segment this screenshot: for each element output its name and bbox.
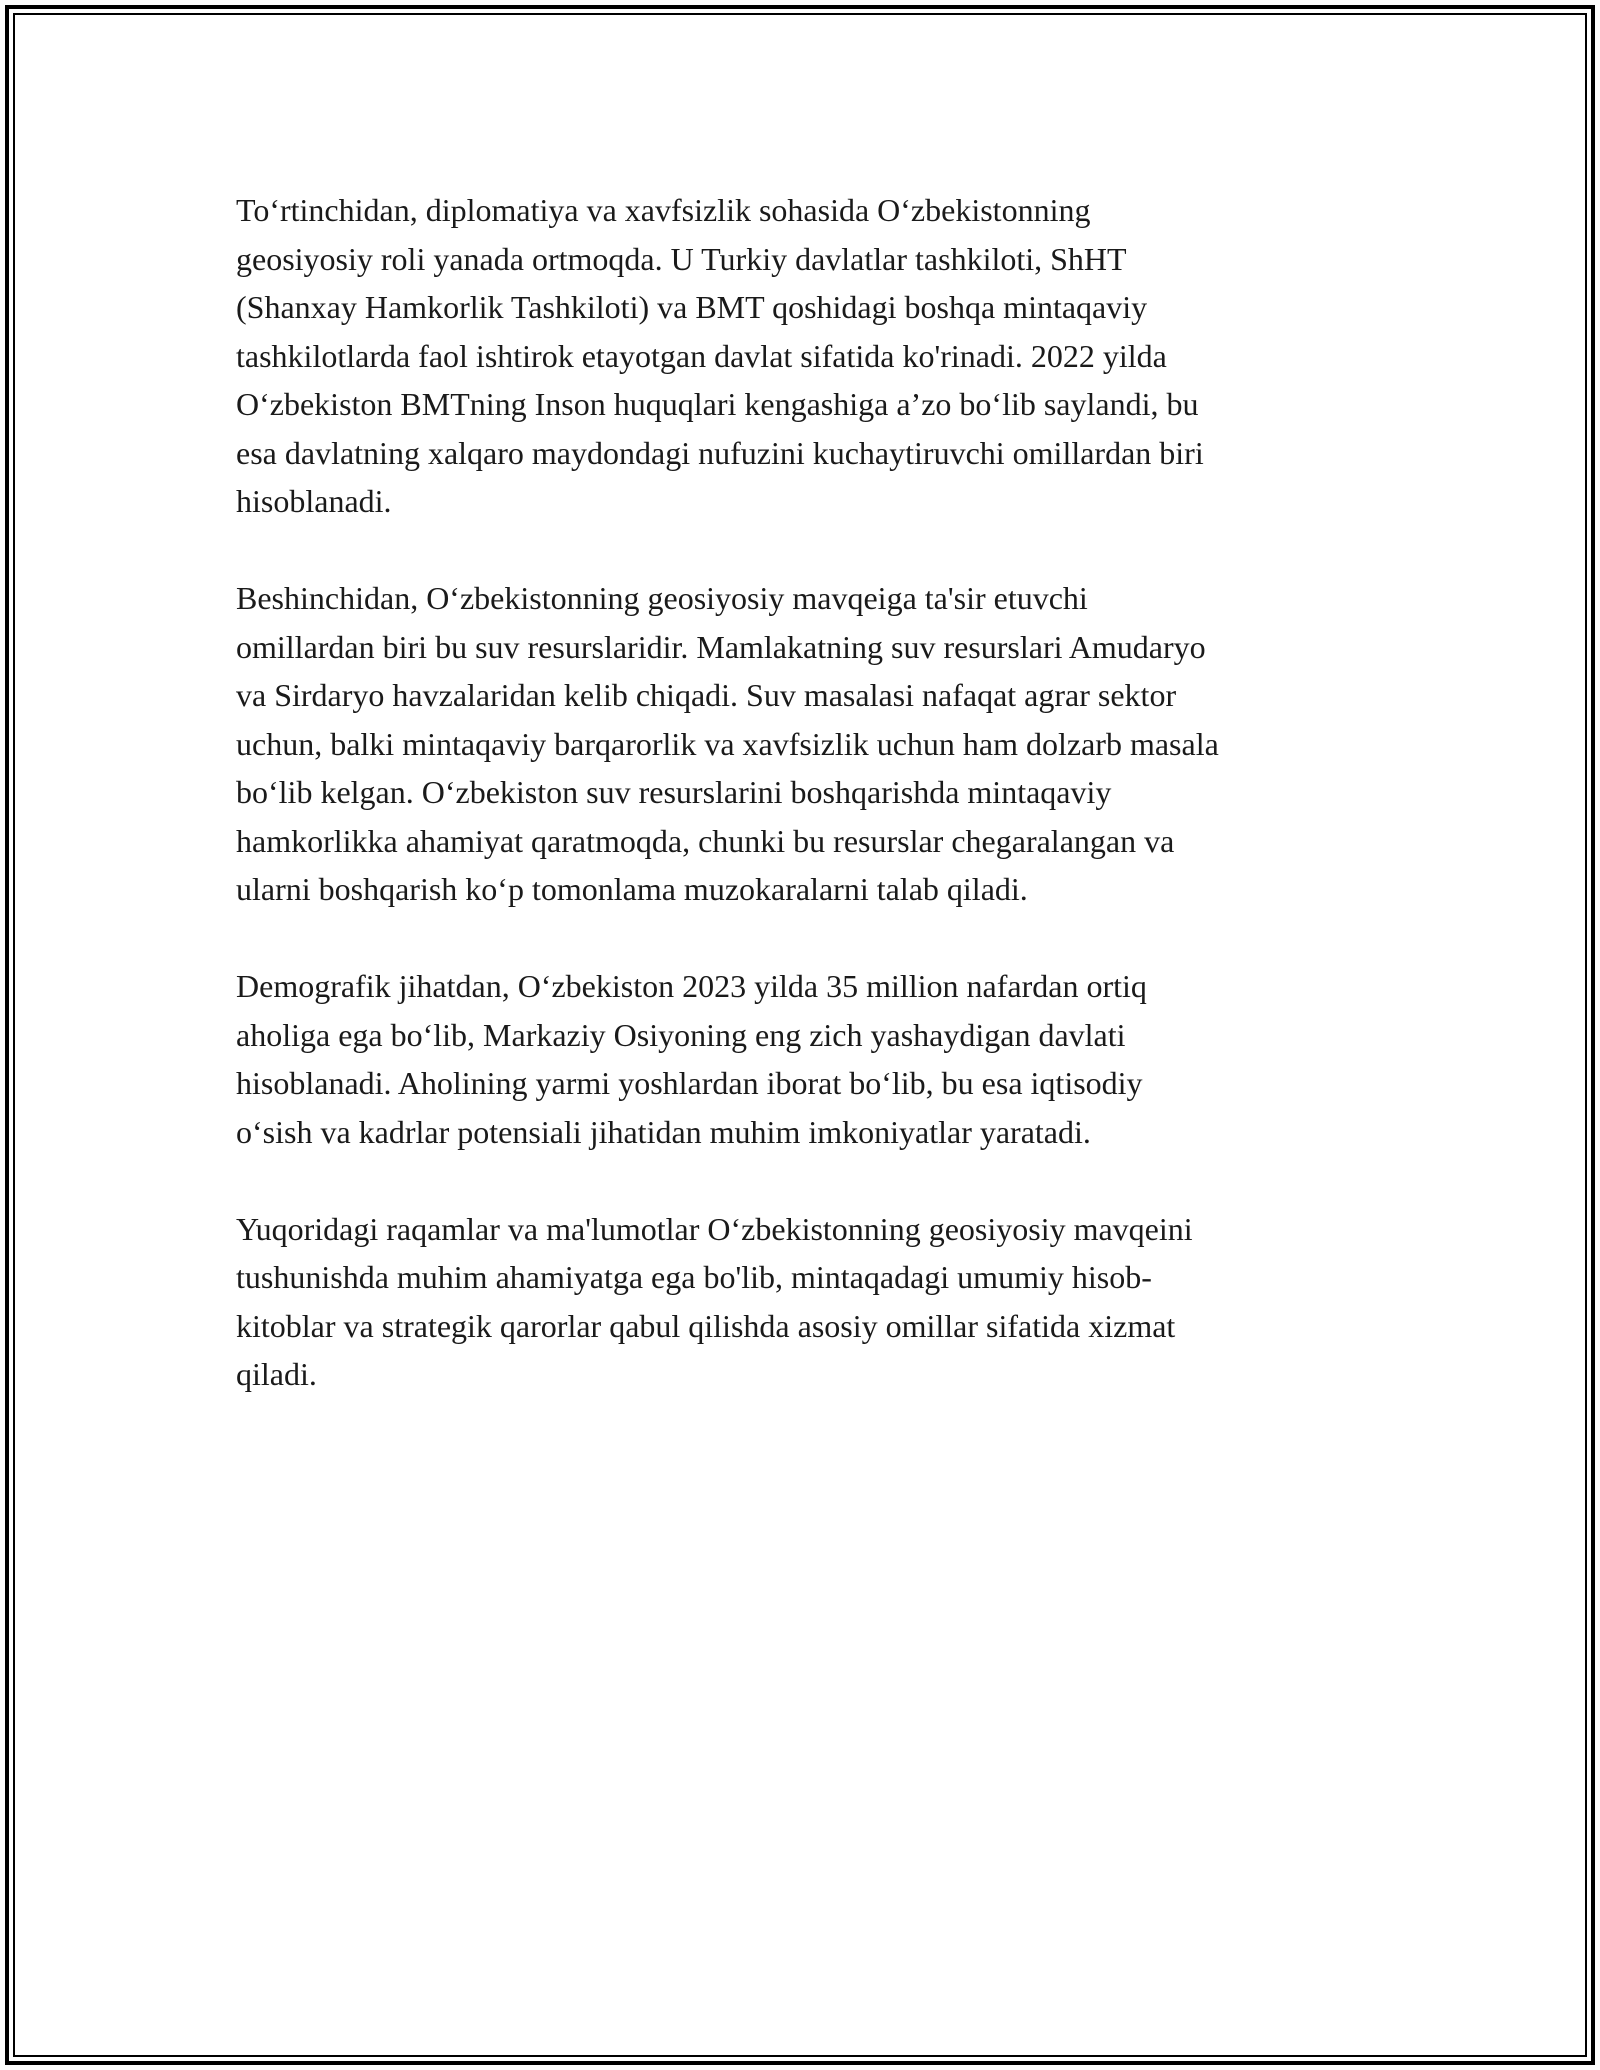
text-line: o‘sish va kadrlar potensiali jihatidan muhim imkoniyatlar yaratadi. (236, 1113, 1091, 1150)
document-body (236, 186, 1366, 1447)
text-line: aholiga ega bo‘lib, Markaziy Osiyoning eng zich yashaydigan davlati (236, 1016, 1126, 1053)
text-line: bo‘lib kelgan. O‘zbekiston suv resurslarini boshqarishda mintaqaviy (236, 774, 1112, 810)
text-line: Beshinchidan, O‘zbekistonning geosiyosiy mavqeiga ta'sir etuvchi (236, 580, 1088, 616)
text-line: geosiyosiy roli yanada ortmoqda. U Turkiy davlatlar tashkiloti, ShHT (236, 240, 1127, 277)
text-line: tashkilotlarda faol ishtirok etayotgan davlat sifatida ko'rinadi. 2022 yilda (236, 337, 1167, 374)
text-line: ularni boshqarish ko‘p tomonlama muzokaralarni talab qiladi. (236, 871, 1028, 907)
text-line: hisoblanadi. (236, 483, 392, 519)
text-line: va Sirdaryo havzalaridan kelib chiqadi. Suv masalasi nafaqat agrar sektor (236, 677, 1177, 713)
text-line: To‘rtinchidan, diplomatiya va xavfsizlik sohasida O‘zbekistonning (236, 192, 1091, 228)
paragraph-water-resources (236, 574, 1366, 914)
text-line: omillardan biri bu suv resurslaridir. Mamlakatning suv resurslari Amudaryo (236, 628, 1206, 665)
text-line: uchun, balki mintaqaviy barqarorlik va xavfsizlik uchun ham dolzarb masala (236, 725, 1219, 762)
text-line: kitoblar va strategik qarorlar qabul qilishda asosiy omillar sifatida xizmat (236, 1307, 1176, 1344)
text-line: tushunishda muhim ahamiyatga ega bo'lib, mintaqadagi umumiy hisob- (236, 1259, 1152, 1295)
paragraph-diplomacy (236, 186, 1366, 526)
text-line: esa davlatning xalqaro maydondagi nufuzini kuchaytiruvchi omillardan biri (236, 434, 1204, 471)
paragraph-conclusion (236, 1205, 1366, 1399)
text-line: Demografik jihatdan, O‘zbekiston 2023 yilda 35 million nafardan ortiq (236, 968, 1147, 1004)
paragraph-demographics (236, 962, 1366, 1156)
text-line: hamkorlikka ahamiyat qaratmoqda, chunki bu resurslar chegaralangan va (236, 822, 1175, 859)
text-line: O‘zbekiston BMTning Inson huquqlari kengashiga a’zo bo‘lib saylandi, bu (236, 386, 1199, 422)
text-line: hisoblanadi. Aholining yarmi yoshlardan iborat bo‘lib, bu esa iqtisodiy (236, 1065, 1143, 1101)
text-line: Yuqoridagi raqamlar va ma'lumotlar O‘zbekistonning geosiyosiy mavqeini (236, 1210, 1193, 1247)
text-line: (Shanxay Hamkorlik Tashkiloti) va BMT qoshidagi boshqa mintaqaviy (236, 289, 1148, 325)
text-line: qiladi. (236, 1356, 317, 1392)
